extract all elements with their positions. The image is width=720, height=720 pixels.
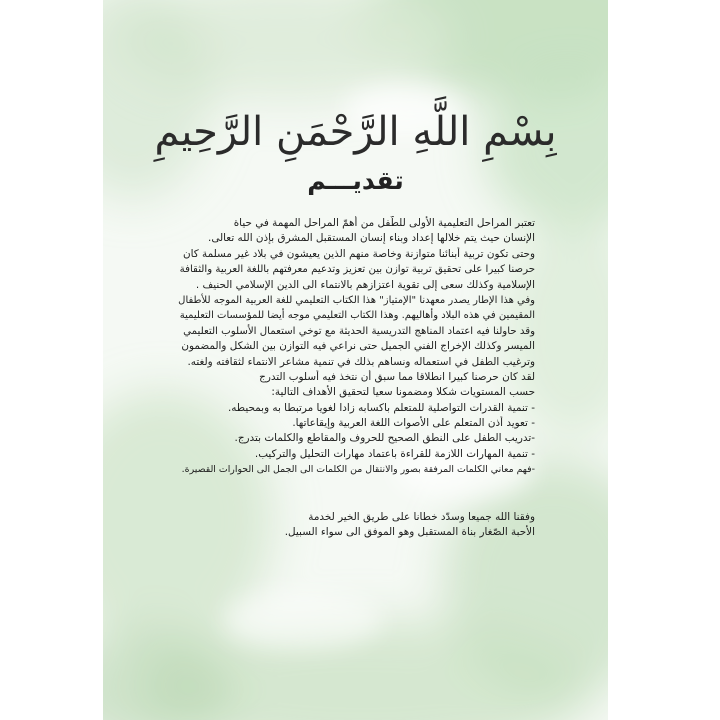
page-content (103, 0, 608, 720)
text-line: الميسر وكذلك الإخراج الفني الجميل حتى نراعي فيه التوازن بين الشكل والمضمون (181, 340, 535, 353)
goal-item: - تنمية المهارات اللازمة للقراءة باعتماد مهارات التحليل والتركيب. (254, 447, 535, 460)
text-line: المقيمين في هذه البلاد وأهاليهم. وهذا الكتاب التعليمي موجه أيضا للمؤسسات التعليمية (179, 310, 535, 322)
goal-item: -تدريب الطفل على النطق الصحيح للحروف والمقاطع والكلمات بتدرج. (234, 432, 535, 445)
introduction-text (177, 216, 535, 478)
text-line: وفقنا الله جميعا وسدّد خطانا على طريق الخير لخدمة (308, 511, 535, 523)
text-line: وقد حاولنا فيه اعتماد المناهج التدريسية الحديثة مع توخي استعمال الأسلوب التعليمي (183, 325, 535, 337)
closing-paragraph (177, 510, 535, 541)
text-line: وترغيب الطفل في استعماله ونساهم بذلك في تنمية مشاعر الانتماء لثقافته ولغته. (187, 355, 535, 368)
goal-item: -فهم معاني الكلمات المرفقة بصور والانتقال من الكلمات الى الجمل الى الحوارات القصيرة. (181, 464, 535, 476)
text-line: الإنسان حيث يتم خلالها إعداد وبناء إنسان المستقبل المشرق بإذن الله تعالى. (208, 232, 535, 245)
goal-item: - تعويد أذن المتعلم على الأصوات اللغة العربية وإيقاعاتها. (292, 417, 535, 430)
goal-item: - تنمية القدرات التواصلية للمتعلم باكسابه زادا لغويا مرتبطا به وبمحيطه. (227, 401, 535, 414)
text-line: وحتى تكون تربية أبنائنا متوازنة وخاصة منهم الذين يعيشون في بلاد غير مسلمة كان (182, 247, 535, 260)
text-line: الإسلامية وكذلك سعى إلى تقوية اعتزازهم بالانتماء الى الدين الإسلامي الحنيف . (195, 278, 535, 291)
basmala-heading: بِسْمِ اللَّهِ الرَّحْمَنِ الرَّحِيمِ (154, 109, 557, 155)
text-line: الأحبة الصّغار بناة المستقبل وهو الموفق الى سواء السبيل. (284, 526, 535, 539)
text-line: حرصنا كبيرا على تحقيق تربية توازن بين تعزيز وتدعيم معرفتهم باللغة العربية والثقافة (179, 264, 535, 276)
book-page (103, 0, 608, 720)
text-line: حسب المستويات شكلا ومضمونا سعيا لتحقيق الأهداف التالية: (271, 386, 535, 399)
text-line: تعتبر المراحل التعليمية الأولى للطّفل من أهمّ المراحل المهمة في حياة (233, 217, 535, 229)
text-line: لقد كان حرصنا كبيرا انطلاقا مما سبق أن نتخذ فيه أسلوب التدرج (259, 370, 535, 383)
page-title: تقديـــم (307, 166, 404, 195)
text-line: وفي هذا الإطار يصدر معهدنا "الإمتياز" هذا الكتاب التعليمي للغة العربية الموجه للأطفال (178, 294, 535, 306)
